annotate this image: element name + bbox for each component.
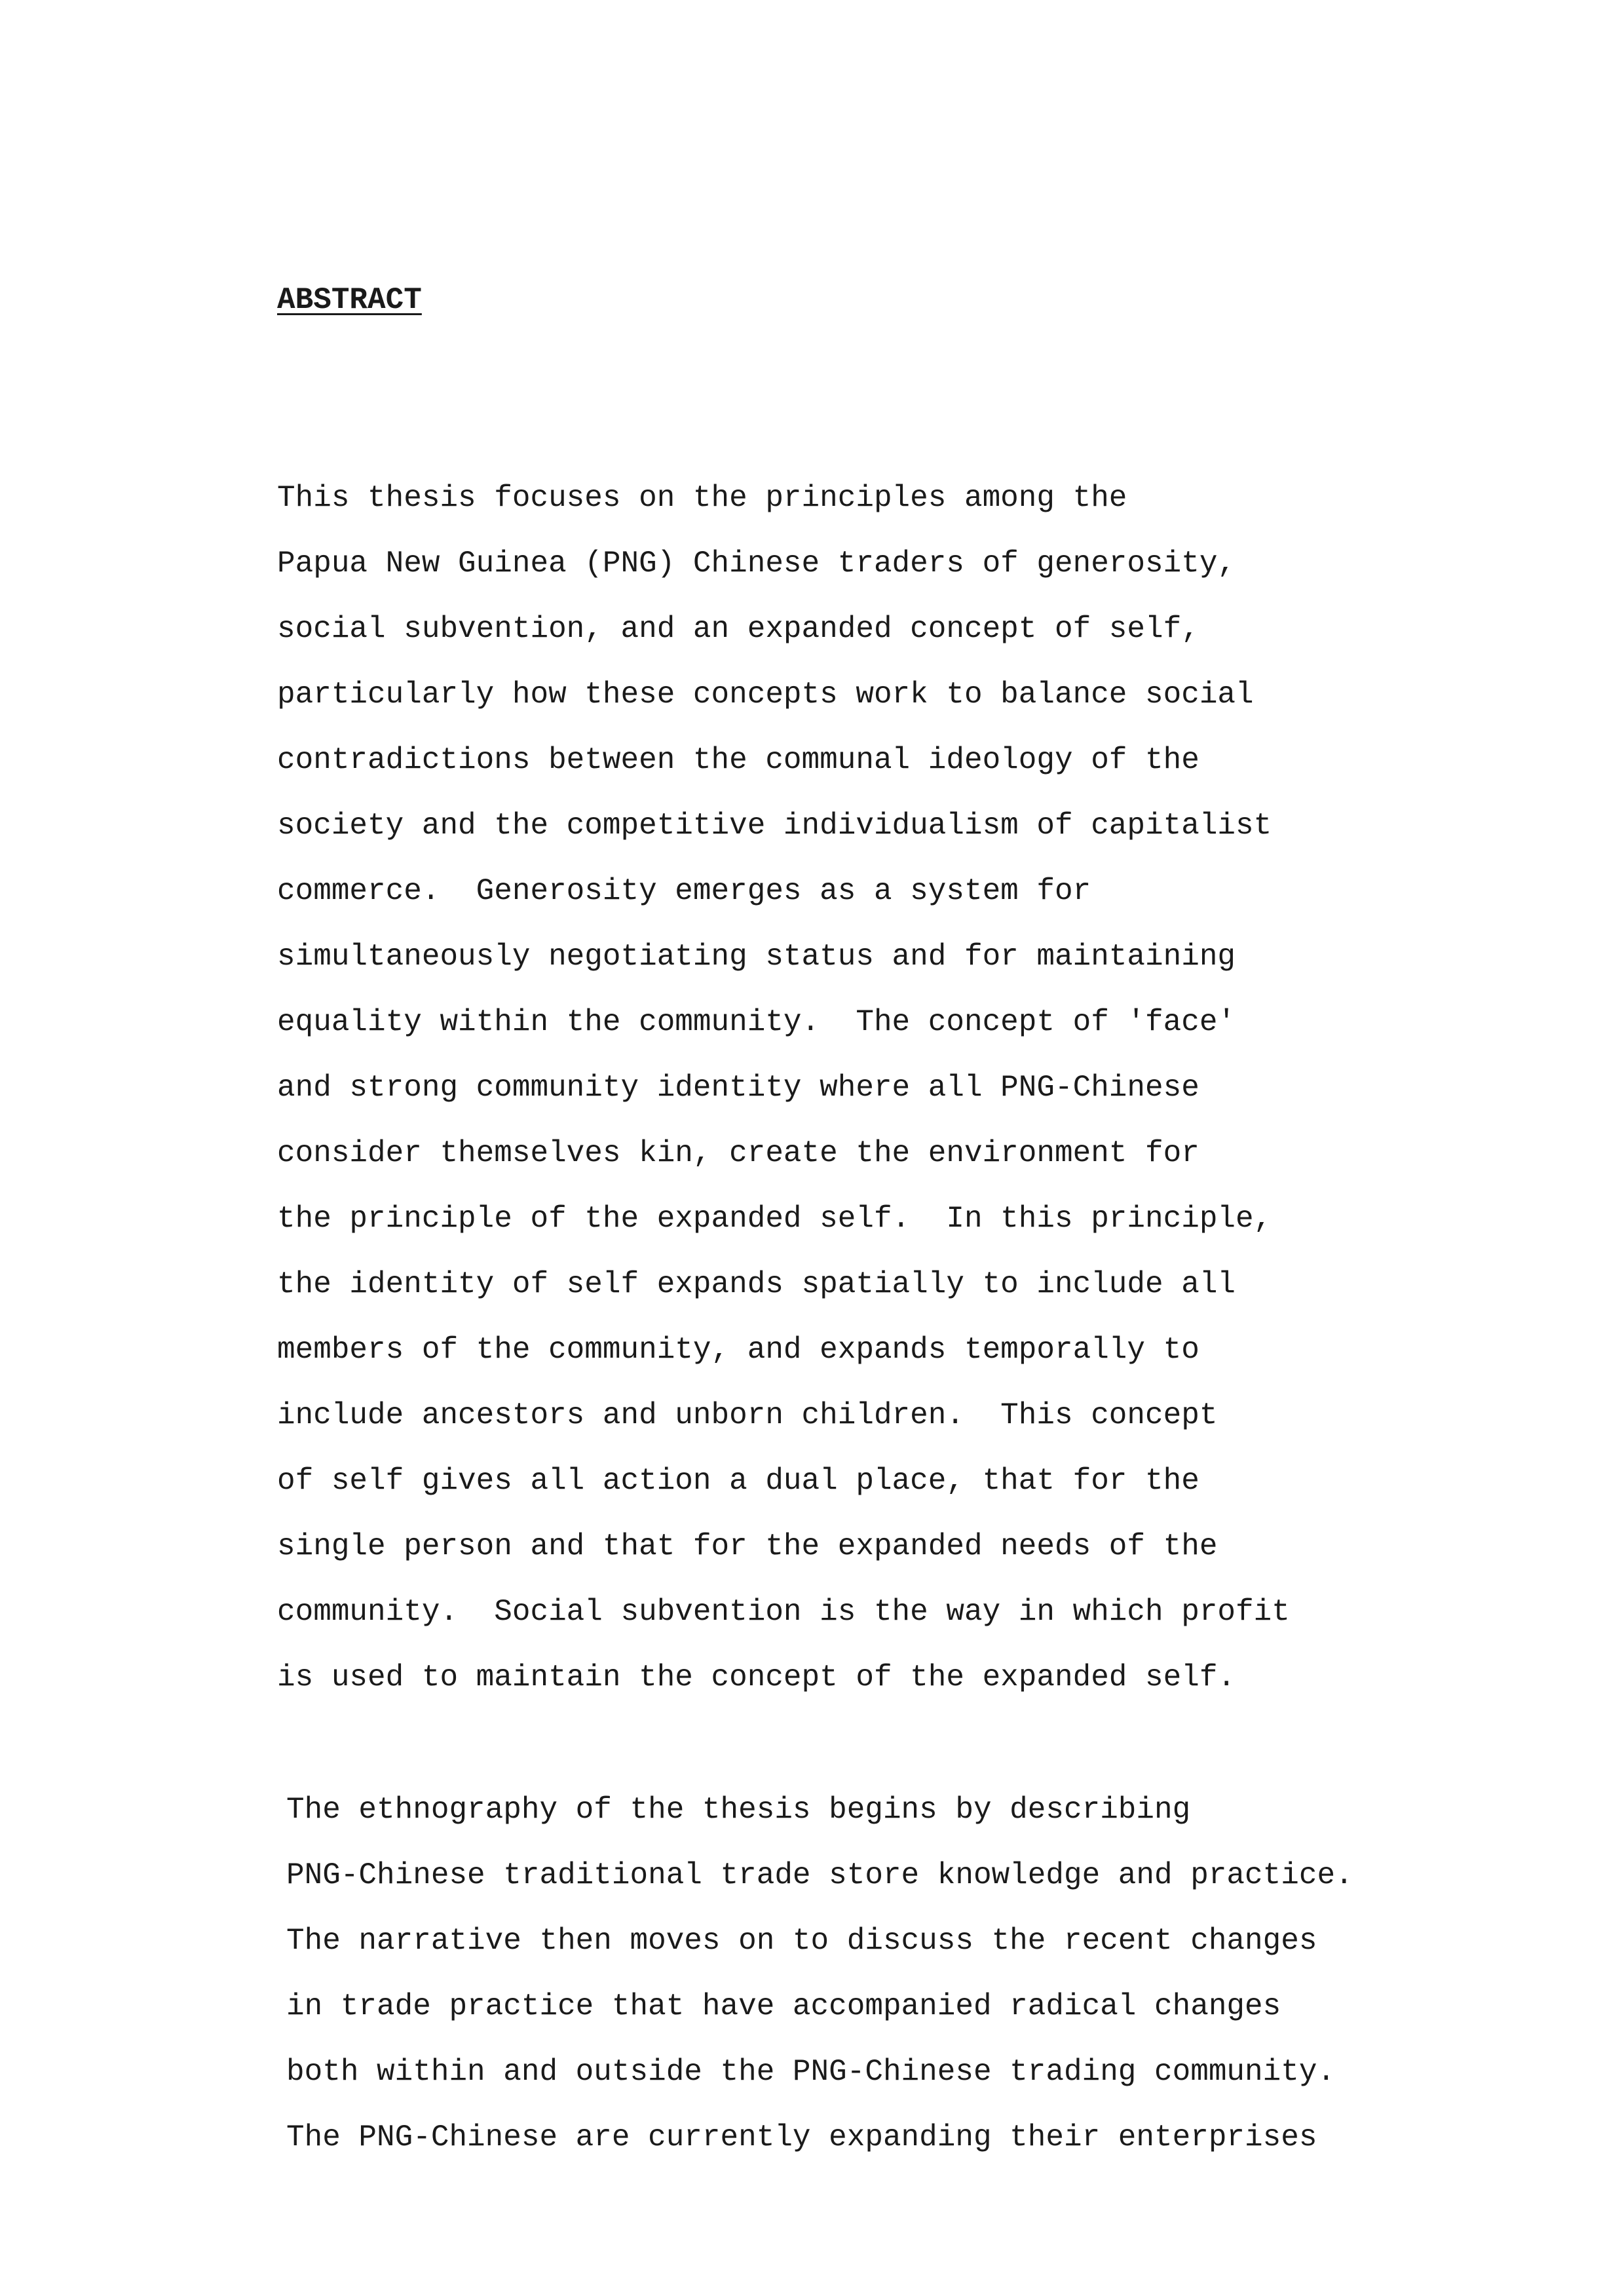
text-line: contradictions between the communal ideology of the [277, 743, 1199, 777]
text-line: single person and that for the expanded needs of the [277, 1529, 1218, 1563]
text-line: the identity of self expands spatially to include all [277, 1267, 1236, 1301]
text-line: social subvention, and an expanded concept of self, [277, 612, 1199, 646]
text-line: simultaneously negotiating status and for maintaining [277, 940, 1236, 974]
text-line: equality within the community. The concept of 'face' [277, 1005, 1236, 1039]
text-line: commerce. Generosity emerges as a system for [277, 874, 1091, 908]
text-line: The PNG-Chinese are currently expanding their enterprises [286, 2120, 1317, 2154]
text-line: of self gives all action a dual place, that for the [277, 1464, 1199, 1498]
text-line: The ethnography of the thesis begins by describing [286, 1793, 1191, 1827]
text-line: society and the competitive individualism of capitalist [277, 809, 1272, 843]
text-line: include ancestors and unborn children. This concept [277, 1398, 1218, 1432]
paragraph-2 [286, 1777, 1353, 2170]
text-line: Papua New Guinea (PNG) Chinese traders of generosity, [277, 546, 1236, 581]
text-line: the principle of the expanded self. In this principle, [277, 1202, 1272, 1236]
text-line: This thesis focuses on the principles among the [277, 481, 1127, 515]
text-line: both within and outside the PNG-Chinese trading community. [286, 2055, 1336, 2089]
text-line: particularly how these concepts work to balance social [277, 678, 1254, 712]
text-line: The narrative then moves on to discuss the recent changes [286, 1924, 1317, 1958]
text-line: PNG-Chinese traditional trade store knowledge and practice. [286, 1858, 1353, 1892]
text-line: and strong community identity where all PNG-Chinese [277, 1071, 1199, 1105]
text-line: is used to maintain the concept of the expanded self. [277, 1660, 1236, 1694]
text-line: members of the community, and expands temporally to [277, 1333, 1199, 1367]
abstract-heading: ABSTRACT [277, 283, 422, 317]
text-line: community. Social subvention is the way in which profit [277, 1595, 1290, 1629]
text-line: in trade practice that have accompanied radical changes [286, 1989, 1281, 2023]
text-line: consider themselves kin, create the environment for [277, 1136, 1199, 1170]
paragraph-1 [277, 465, 1290, 1710]
